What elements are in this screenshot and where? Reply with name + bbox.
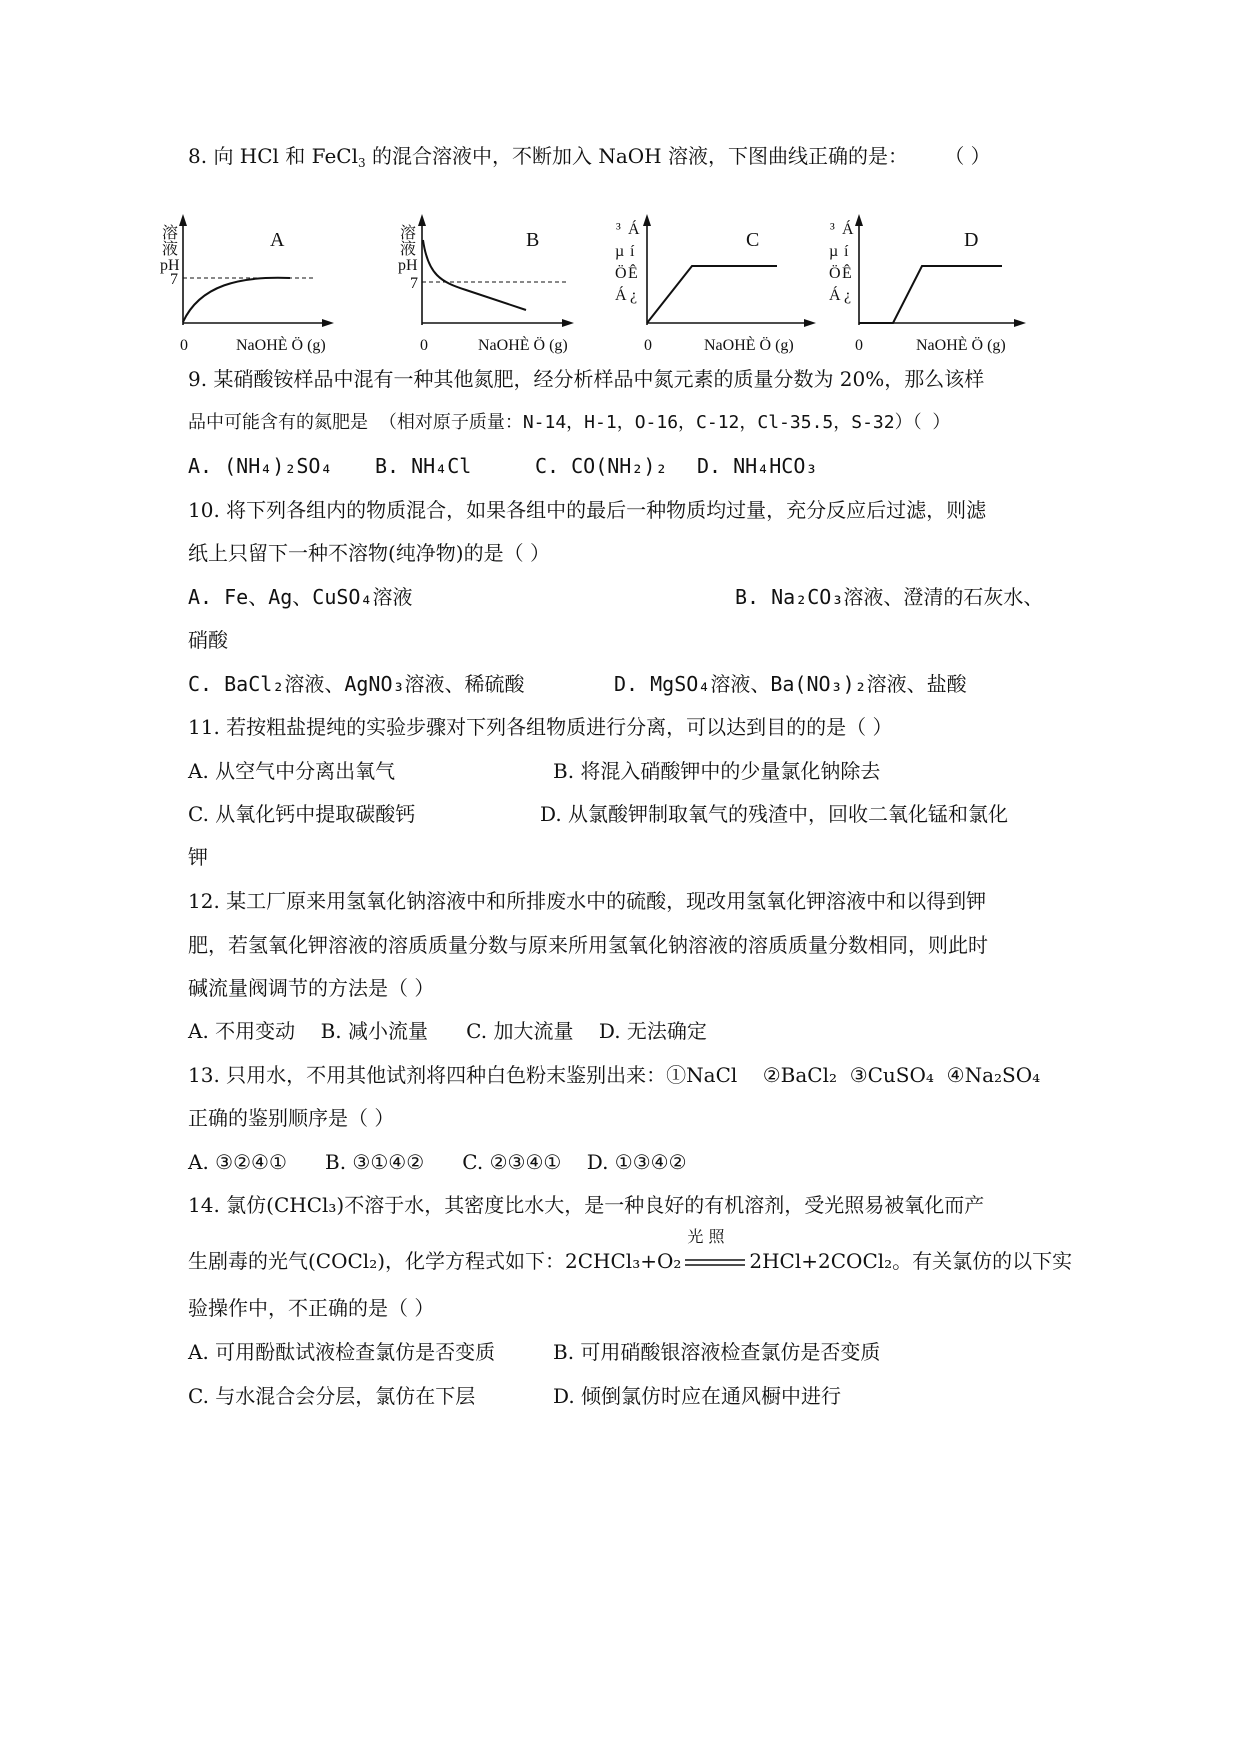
q9-line-2: 品中可能含有的氮肥是 （相对原子质量：N-14，H-1，O-16，C-12，Cl-35.5，S-32）（ ） <box>188 412 951 433</box>
graph-c-origin: 0 <box>644 337 652 354</box>
q13-line-1: 13. 只用水，不用其他试剂将四种白色粉末鉴别出来：①NaCl ②BaCl₂ ③CuSO₄ ④Na₂SO₄ <box>188 1063 1041 1087</box>
q14-option-a: A. 可用酚酞试液检查氯仿是否变质 <box>188 1340 496 1364</box>
graph-a-ylabel-1: 溶 <box>162 225 179 242</box>
q9-option-b: B. NH₄Cl <box>375 454 472 478</box>
q11-option-a: A. 从空气中分离出氧气 <box>188 759 396 783</box>
q8-stem <box>188 144 991 168</box>
graph-b-ylabel-3: pH <box>398 257 418 274</box>
graph-c-ylabel2-3: Ê <box>628 265 638 282</box>
q11-option-d: D. 从氯酸钾制取氧气的残渣中，回收二氧化锰和氯化 <box>540 802 1009 826</box>
q14-option-c: C. 与水混合会分层，氯仿在下层 <box>188 1384 476 1408</box>
q14-option-b: B. 可用硝酸银溶液检查氯仿是否变质 <box>553 1340 881 1364</box>
graph-c-letter: C <box>746 229 760 251</box>
q10-option-d: D. MgSO₄溶液、Ba(NO₃)₂溶液、盐酸 <box>614 672 967 696</box>
q10-option-a: A. Fe、Ag、CuSO₄溶液 <box>188 585 413 609</box>
graph-b-origin: 0 <box>420 337 428 354</box>
graph-d-xlabel: NaOHÈ Ö (g) <box>916 337 1006 354</box>
q12-line-2: 肥，若氢氧化钾溶液的溶质质量分数与原来所用氢氧化钠溶液的溶质质量分数相同，则此时 <box>188 933 988 957</box>
q10-option-b: B. Na₂CO₃溶液、澄清的石灰水、 <box>735 585 1044 609</box>
q9-option-d: D. NH₄HCO₃ <box>697 454 818 478</box>
q12-line-1: 12. 某工厂原来用氢氧化钠溶液中和所排废水中的硫酸，现改用氢氧化钾溶液中和以得到钾 <box>188 889 987 913</box>
graph-d-ylabel-4: Á <box>829 287 841 304</box>
graph-a-letter: A <box>270 229 285 251</box>
q14-line-3: 验操作中，不正确的是（ ） <box>188 1296 435 1320</box>
graph-a-ylabel-2: 液 <box>162 241 179 258</box>
graph-d-letter: D <box>964 229 979 251</box>
q13-line-2: 正确的鉴别顺序是（ ） <box>188 1106 395 1130</box>
graph-b-seven: 7 <box>410 275 418 292</box>
graph-c-ylabel2-2: í <box>630 243 635 260</box>
q9-option-a: A. (NH₄)₂SO₄ <box>188 454 333 478</box>
q14-line-2 <box>188 1227 1073 1273</box>
graph-d-ylabel2-3: Ê <box>842 265 852 282</box>
graph-d-ylabel-1: ³ <box>830 221 835 238</box>
graph-c-ylabel-4: Á <box>615 287 627 304</box>
q10-line-2: 纸上只留下一种不溶物(纯净物)的是（ ） <box>188 541 550 565</box>
graph-d-ylabel2-2: í <box>844 243 849 260</box>
q8-text-pre: 向 HCl 和 FeCl <box>213 144 358 168</box>
q14-option-d: D. 倾倒氯仿时应在通风橱中进行 <box>553 1384 842 1408</box>
q8-number: 8. <box>188 144 208 168</box>
q11-option-d-cont: 钾 <box>188 845 208 869</box>
graph-d <box>820 221 1020 364</box>
graph-c-ylabel-3: Ö <box>615 265 627 282</box>
graph-a-xlabel: NaOHÈ Ö (g) <box>236 337 326 354</box>
graph-d-ylabel-3: Ö <box>829 265 841 282</box>
q14-line-1: 14. 氯仿(CHCl₃)不溶于水，其密度比水大，是一种良好的有机溶剂，受光照易被氧化而产 <box>188 1193 985 1217</box>
q14-line-2-post: 2HCl+2COCl₂。有关氯仿的以下实 <box>749 1249 1073 1273</box>
graph-d-ylabel2-4: ¿ <box>844 287 852 304</box>
q11-line-1: 11. 若按粗盐提纯的实验步骤对下列各组物质进行分离，可以达到目的的是（ ） <box>188 715 893 739</box>
graph-b-xlabel: NaOHÈ Ö (g) <box>478 337 568 354</box>
graph-a-seven: 7 <box>170 271 178 288</box>
graph-d-ylabel-2: µ <box>829 243 839 260</box>
graph-b-ylabel-1: 溶 <box>400 225 417 242</box>
q10-option-b-cont: 硝酸 <box>188 628 228 652</box>
graph-c-xlabel: NaOHÈ Ö (g) <box>704 337 794 354</box>
q8-text-post: 的混合溶液中，不断加入 NaOH 溶液，下图曲线正确的是： <box>365 144 908 168</box>
graph-d-origin: 0 <box>855 337 863 354</box>
reaction-arrow <box>681 1227 749 1273</box>
graph-c-ylabel2-4: ¿ <box>630 287 638 304</box>
q10-line-1: 10. 将下列各组内的物质混合，如果各组中的最后一种物质均过量，充分反应后过滤，则滤 <box>188 498 987 522</box>
q14-line-2-pre: 生剧毒的光气(COCl₂)，化学方程式如下：2CHCl₃+O₂ <box>188 1249 682 1273</box>
q9-option-c: C. CO(NH₂)₂ <box>535 454 668 478</box>
q8-sub: 3 <box>357 156 366 170</box>
reaction-condition: 光 照 <box>687 1227 725 1246</box>
q13-options: A. ③②④① B. ③①④② C. ②③④① D. ①③④② <box>188 1150 687 1174</box>
q12-options: A. 不用变动 B. 减小流量 C. 加大流量 D. 无法确定 <box>188 1019 707 1043</box>
graph-c-ylabel-2: µ <box>615 243 625 260</box>
graph-b-ylabel-2: 液 <box>400 241 417 258</box>
graph-b <box>396 225 576 364</box>
graph-a-origin: 0 <box>180 337 188 354</box>
graph-a-ylabel-3: pH <box>160 257 180 274</box>
graph-c <box>612 221 794 364</box>
q12-line-3: 碱流量阀调节的方法是（ ） <box>188 976 435 1000</box>
q11-option-c: C. 从氧化钙中提取碳酸钙 <box>188 802 416 826</box>
graph-d-ylabel2-1: Á <box>842 221 854 238</box>
q9-line-1: 9. 某硝酸铵样品中混有一种其他氮肥，经分析样品中氮元素的质量分数为 20%，那么该样 <box>188 367 985 391</box>
graph-c-ylabel2-1: Á <box>628 221 640 238</box>
q11-option-b: B. 将混入硝酸钾中的少量氯化钠除去 <box>553 759 881 783</box>
q8-answer-bracket: （ ） <box>944 144 991 168</box>
q10-option-c: C. BaCl₂溶液、AgNO₃溶液、稀硫酸 <box>188 672 525 696</box>
graph-b-letter: B <box>526 229 540 251</box>
graph-c-ylabel-1: ³ <box>616 221 621 238</box>
graph-a <box>160 225 340 364</box>
